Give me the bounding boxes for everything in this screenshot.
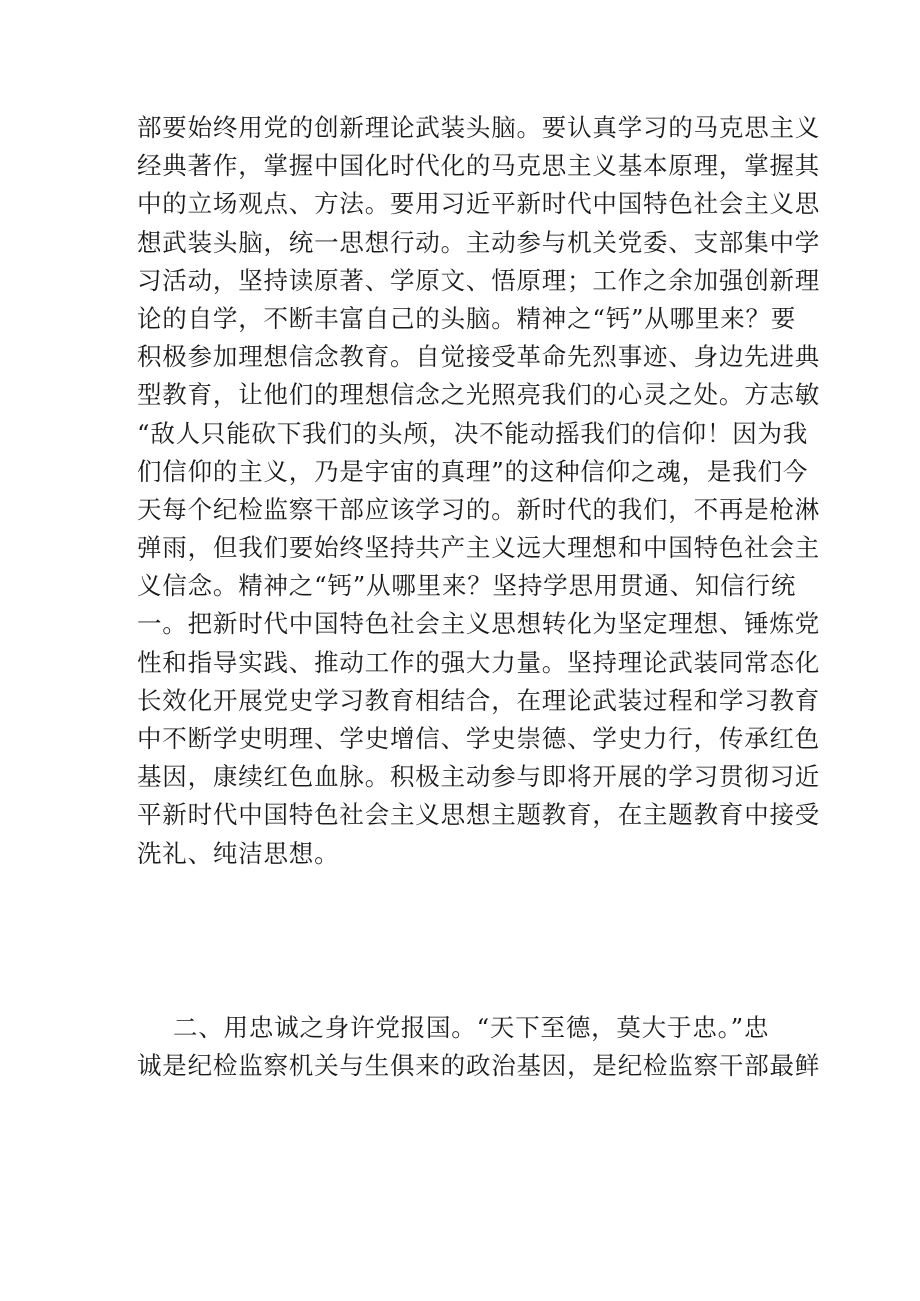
paragraph-line: 基因，康续红色血脉。积极主动参与即将开展的学习贯彻习近 xyxy=(137,762,821,792)
paragraph-2 xyxy=(137,1009,821,1085)
paragraph-line: 中不断学史明理、学史增信、学史崇德、学史力行，传承红色 xyxy=(137,724,821,753)
paragraph-line: 型教育，让他们的理想信念之光照亮我们的心灵之处。方志敏 xyxy=(137,380,821,410)
paragraph-line: 洗礼、纯洁思想。 xyxy=(137,838,340,868)
paragraph-line: 部要始终用党的创新理论武装头脑。要认真学习的马克思主义 xyxy=(137,113,821,142)
paragraph-1 xyxy=(137,109,821,873)
section-heading-line: 二、用忠诚之身许党报国。“天下至德，莫大于忠。”忠 xyxy=(173,1013,770,1042)
paragraph-line: 们信仰的主义，乃是宇宙的真理”的这种信仰之魂，是我们今 xyxy=(137,456,809,486)
paragraph-line: 长效化开展党史学习教育相结合，在理论武装过程和学习教育 xyxy=(137,685,821,715)
paragraph-line: 习活动，坚持读原著、学原文、悟原理；工作之余加强创新理 xyxy=(137,265,821,295)
paragraph-line: 平新时代中国特色社会主义思想主题教育，在主题教育中接受 xyxy=(137,800,821,830)
paragraph-line: 想武装头脑，统一思想行动。主动参与机关党委、支部集中学 xyxy=(137,227,821,257)
paragraph-line: 天每个纪检监察干部应该学习的。新时代的我们，不再是枪淋 xyxy=(137,494,821,524)
paragraph-line: 一。把新时代中国特色社会主义思想转化为坚定理想、锤炼党 xyxy=(137,609,821,639)
paragraph-line: 弹雨，但我们要始终坚持共产主义远大理想和中国特色社会主 xyxy=(137,533,821,563)
paragraph-line: 义信念。精神之“钙”从哪里来？坚持学思用贯通、知信行统 xyxy=(137,571,797,601)
paragraph-line: 经典著作，掌握中国化时代化的马克思主义基本原理，掌握其 xyxy=(137,151,821,181)
paragraph-line: 中的立场观点、方法。要用习近平新时代中国特色社会主义思 xyxy=(137,189,821,219)
paragraph-line: 论的自学，不断丰富自己的头脑。精神之“钙”从哪里来？要 xyxy=(137,303,797,333)
paragraph-line: 积极参加理想信念教育。自觉接受革命先烈事迹、身边先进典 xyxy=(137,342,821,372)
paragraph-line: 诚是纪检监察机关与生俱来的政治基因，是纪检监察干部最鲜 xyxy=(137,1051,821,1081)
paragraph-line: 性和指导实践、推动工作的强大力量。坚持理论武装同常态化 xyxy=(137,647,821,677)
paragraph-line: “敌人只能砍下我们的头颅，决不能动摇我们的信仰！因为我 xyxy=(137,418,809,448)
